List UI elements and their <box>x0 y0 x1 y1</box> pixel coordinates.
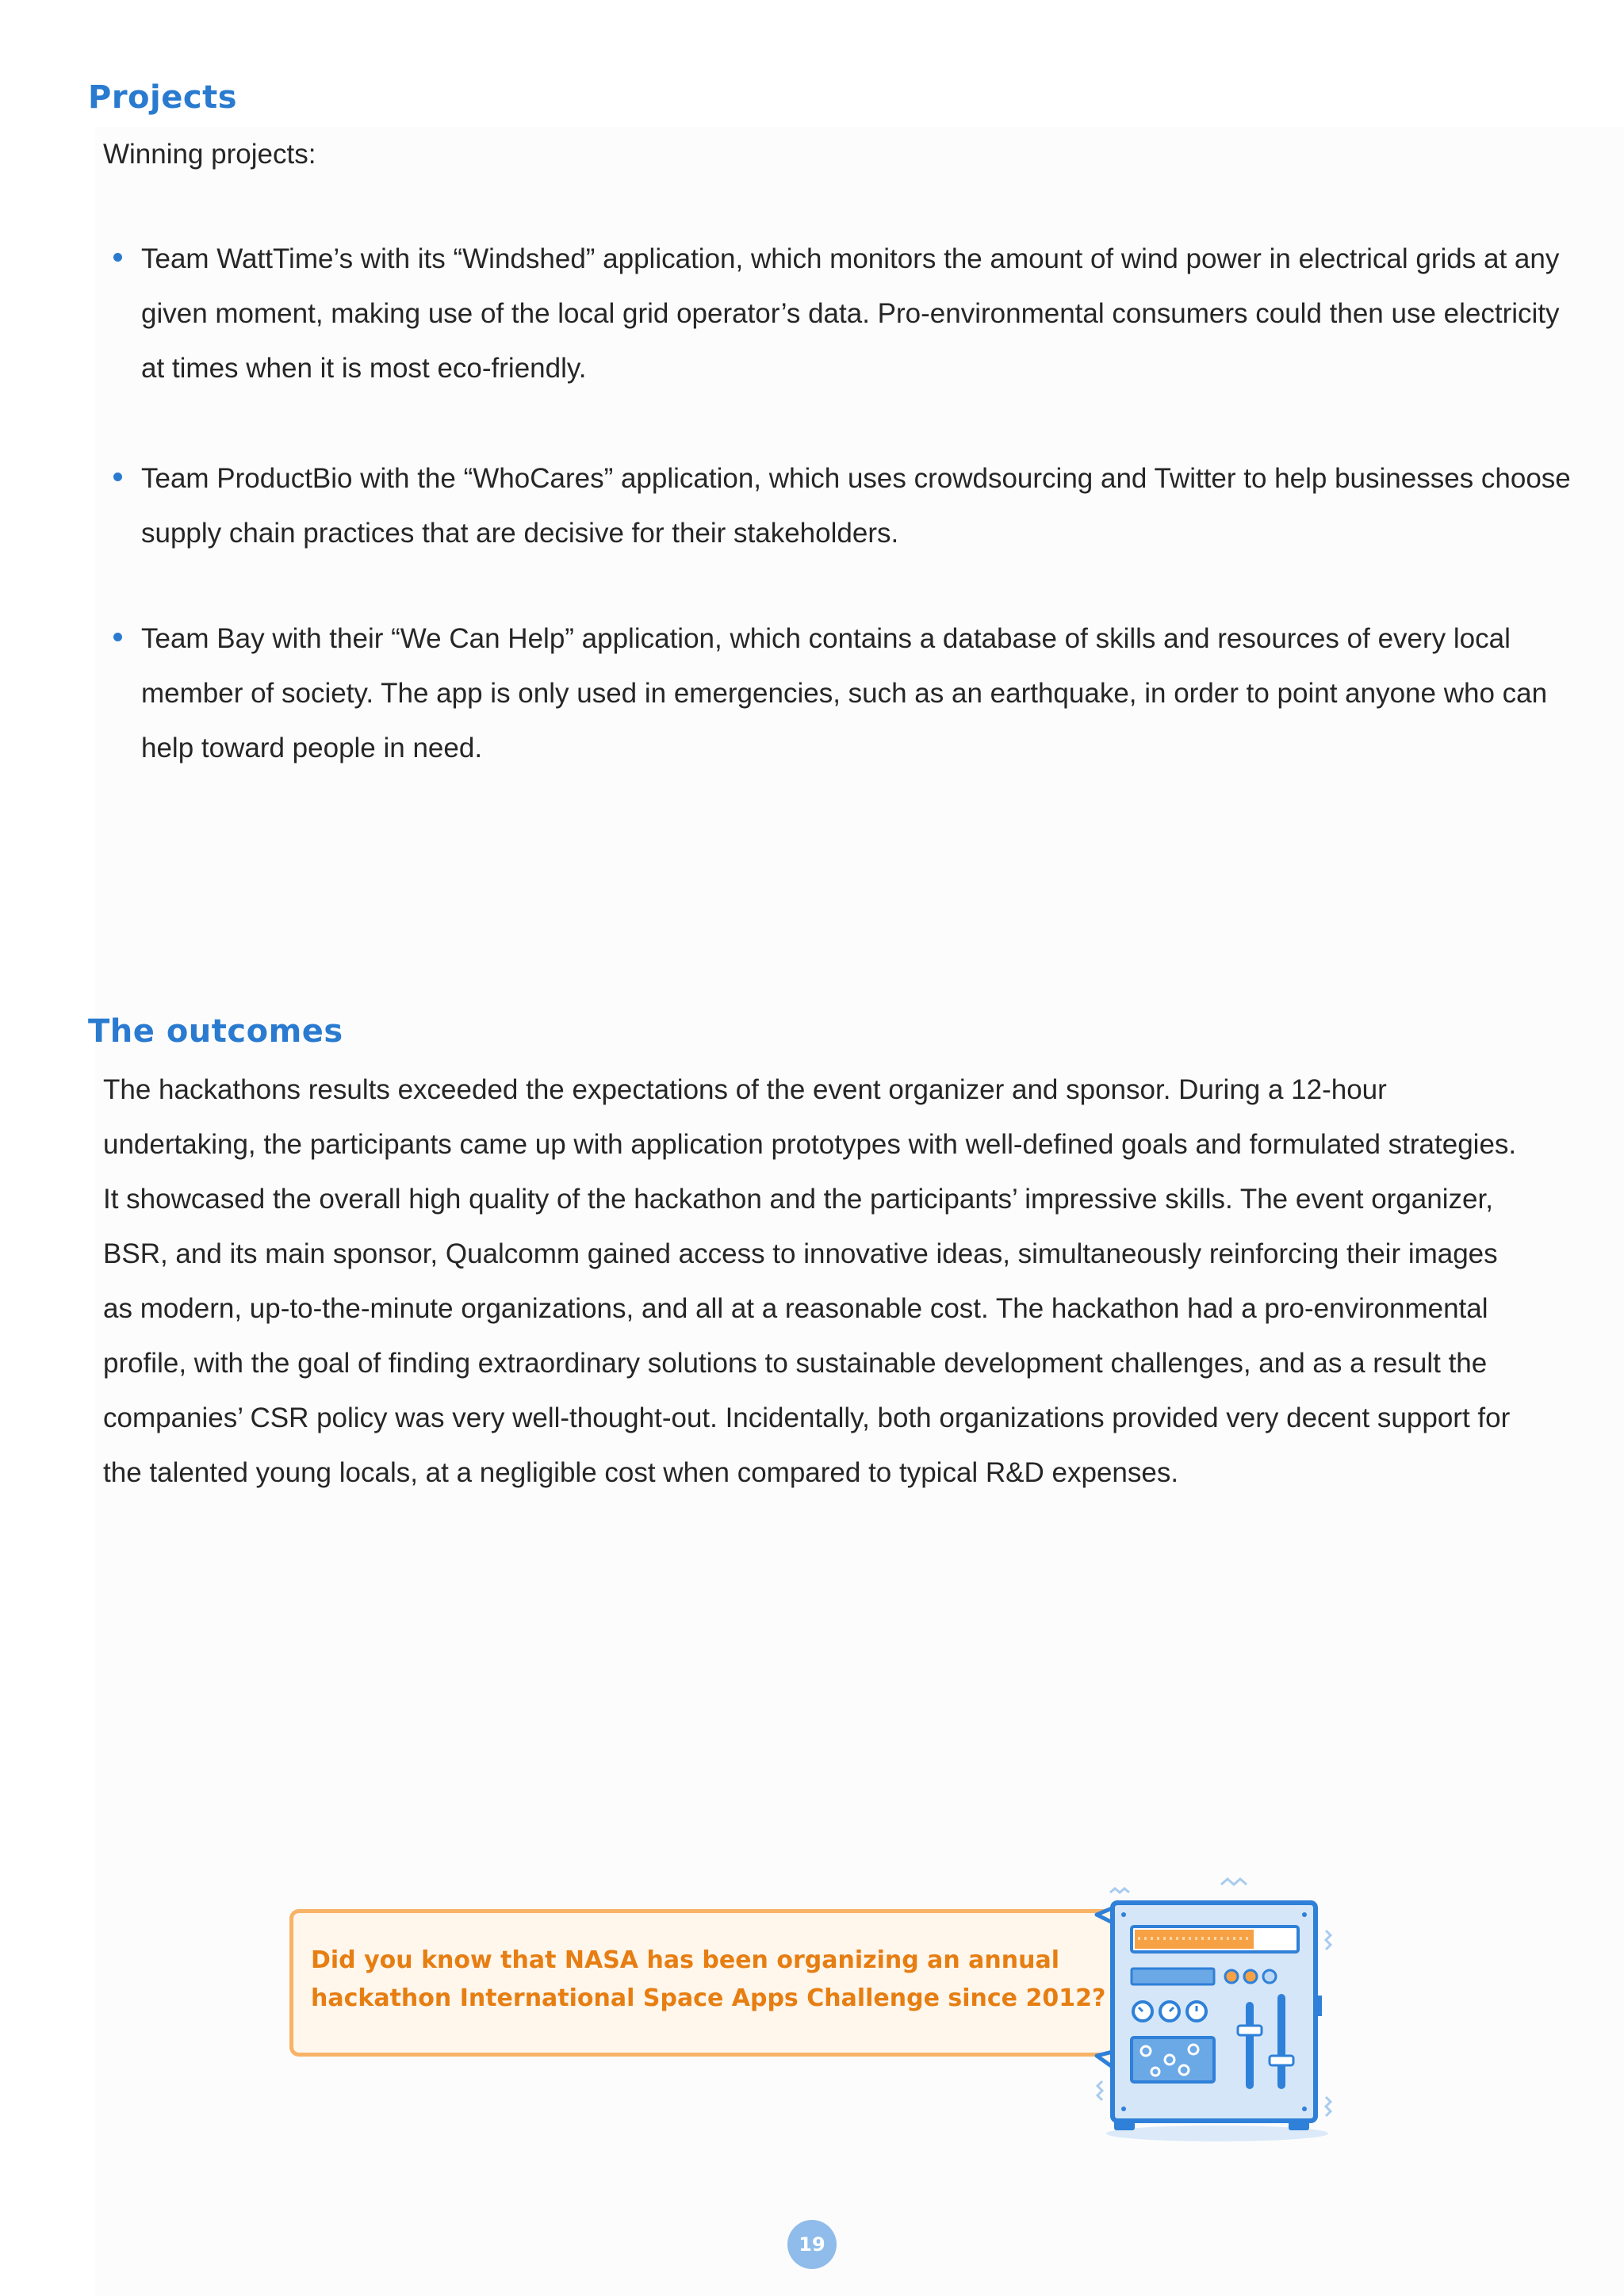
did-you-know-callout <box>289 1909 1118 2057</box>
bullet-icon <box>113 253 122 262</box>
projects-heading: Projects <box>88 79 238 116</box>
outcomes-paragraph: The hackathons results exceeded the expectations of the event organizer and sponsor. During a 12-hour undertaking, the participants came up with application prototypes with well-defined goals and formulated strategies. It showcased the overall high quality of the hackathon and the participants’ impressive skills. The event organizer, BSR, and its main sponsor, Qualcomm gained access to innovative ideas, simultaneously reinforcing their images as modern, up-to-the-minute organizations, and all at a reasonable cost. The hackathon had a pro-environmental profile, with the goal of finding extraordinary solutions to sustainable development challenges, and as a result the companies’ CSR policy was very well-thought-out. Incidentally, both organizations provided very decent support for the talented young locals, at a negligible cost when compared to typical R&D expenses. <box>103 1074 1517 1488</box>
projects-intro: Winning projects: <box>103 139 316 170</box>
radio-machine-icon <box>1090 1875 1344 2149</box>
list-item-text: Team WattTime’s with its “Windshed” application, which monitors the amount of wind power in electrical grids at any given moment, making use of the local grid operator’s data. Pro-environmental consumers could then use electricity at times when it is most eco-friendly. <box>141 243 1560 384</box>
bullet-icon <box>113 633 122 641</box>
outcomes-heading: The outcomes <box>88 1013 343 1050</box>
callout-text: Did you know that NASA has been organizing an annual hackathon International Space Apps Challenge since 2012? <box>311 1946 1106 2012</box>
list-item-text: Team ProductBio with the “WhoCares” application, which uses crowdsourcing and Twitter to help businesses choose supply chain practices that are decisive for their stakeholders. <box>141 463 1571 549</box>
list-item-text: Team Bay with their “We Can Help” application, which contains a database of skills and resources of every local member of society. The app is only used in emergencies, such as an earthquake, in order to point anyone who can help toward people in need. <box>141 623 1548 763</box>
page-number-badge: 19 <box>787 2220 837 2269</box>
bullet-icon <box>113 473 122 481</box>
